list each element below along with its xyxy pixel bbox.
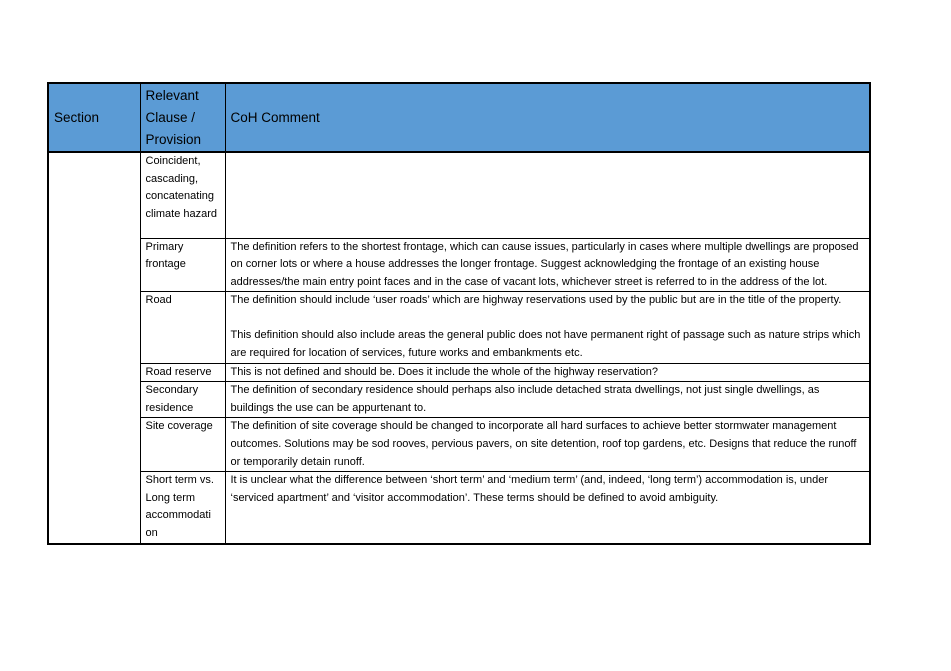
clause-cell: Short term vs. Long term accommodati on — [140, 472, 225, 544]
comment-paragraph: This is not defined and should be. Does it include the whole of the highway reservation? — [230, 365, 658, 378]
comment-cell — [225, 418, 870, 472]
comment-cell — [225, 382, 870, 418]
table-header-row — [48, 83, 870, 152]
comment-paragraph: It is unclear what the difference between ‘short term’ and ‘medium term’ (and, indeed, ‘long term’) accommodation is, under ‘serviced apartment’ and ‘visitor accommodation’. These terms should be defined to avoid ambiguity. — [230, 474, 829, 504]
table-row — [48, 363, 870, 382]
table-row — [48, 292, 870, 363]
comment-cell — [225, 238, 870, 292]
table-row — [48, 418, 870, 472]
comment-cell — [225, 292, 870, 363]
comment-paragraph: This definition should also include areas the general public does not have permanent right of passage such as nature strips which are required for location of services, future works and embankments etc. — [230, 329, 861, 360]
comment-cell — [225, 363, 870, 382]
comment-paragraph: The definition refers to the shortest frontage, which can cause issues, particularly in cases where multiple dwellings are proposed on corner lots or where a house addresses the longer frontage. Suggest acknowledging the frontage of an existing house addresses/the main entry point faces and in the case of vacant lots, whichever street is referred to in the address of the lot. — [230, 240, 859, 288]
comment-cell — [225, 472, 870, 544]
table-row — [48, 238, 870, 292]
clause-cell: Primary frontage — [140, 238, 225, 292]
clause-cell: Road — [140, 292, 225, 363]
section-cell — [48, 152, 140, 544]
comment-paragraph: The definition should include ‘user roads’ which are highway reservations used by the public but are in the title of the property. — [230, 294, 842, 307]
comment-paragraph: The definition of secondary residence should perhaps also include detached strata dwellings, not just single dwellings, as buildings the use can be appurtenant to. — [230, 384, 820, 414]
clause-cell: Coincident, cascading, concatenating climate hazard — [140, 152, 225, 238]
table-row — [48, 382, 870, 418]
clause-cell: Secondary residence — [140, 382, 225, 418]
comments-table — [47, 82, 871, 545]
table-row — [48, 472, 870, 544]
comment-cell — [225, 152, 870, 238]
header-clause: Relevant Clause / Provision — [140, 83, 225, 152]
comment-paragraph: The definition of site coverage should be changed to incorporate all hard surfaces to achieve better stormwater management outcomes. Solutions may be sod rooves, pervious pavers, on site detention, roof top gardens, etc. Designs that reduce the runoff or temporarily detain runoff. — [230, 420, 857, 468]
header-section: Section — [48, 83, 140, 152]
header-comment: CoH Comment — [225, 83, 870, 152]
clause-cell: Road reserve — [140, 363, 225, 382]
table-body — [48, 152, 870, 544]
table-row — [48, 152, 870, 238]
clause-cell: Site coverage — [140, 418, 225, 472]
